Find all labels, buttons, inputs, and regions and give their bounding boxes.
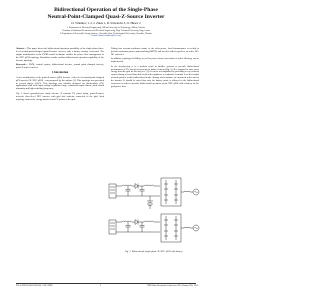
right-column — [111, 48, 199, 91]
authors — [20, 22, 192, 26]
affiliation-3: 3 Department of Renewable Energy Sources, Chernihiv State Technological University, Chernihiv, Ukraine — [60, 32, 152, 35]
paper-title — [20, 7, 192, 20]
diode-d1 — [135, 184, 138, 189]
keywords-text: PWM, control system, bidirectional inverter, neutral point clamped inverter, quasi-Z-source inverter. — [16, 63, 104, 70]
intro-paragraph-1: A new modification of the quasi-Z-source (qZS) inverter - three-level neutral-point-clamped qZS inverter (3L NPC qZSI) - was proposed by the authors [1]. This topology was presented in several papers [2]-[5]. This topology was initially designed for photovoltaic (PV) applications with wide input voltage regulation range, continuous input current, short circuit immunity and high switching frequency. — [16, 75, 104, 91]
intro-paragraph-2: Fig. 1 shows grounded-case study scheme. It contains PV panel string, quasi-Z-source network, three-level NPC inverter with grid side inductor connected to the grid. Such topology ensures the energy transfer from PV panels to the grid. — [16, 91, 104, 101]
footer-copyright: 978-1-4799-0224-8/13/$31.00 ©2013 IEEE — [16, 285, 53, 287]
circuit-schematic — [106, 168, 202, 272]
inductor-l2 — [144, 185, 154, 186]
footer-conference: IEEE Pulse Electronics Conference 2013, Boston, MA, USA — [147, 285, 198, 287]
email-link[interactable]: E-mail: dmitri.vinnikov@ieee.org — [91, 35, 121, 38]
right-paragraph-2: In addition, topology flexibility, as well as power factor corrections or active filtering, can be implemented. — [111, 57, 199, 64]
left-column — [16, 48, 104, 103]
affiliation-2: 2 Institute of Industrial Electronics and Electrical Engineering, Riga Technical University, Riga, Latvia — [61, 29, 151, 32]
affiliations — [14, 27, 198, 38]
figure-caption: Fig. 1. Bidirectional single-phase 3L NPC qZSI with battery. — [124, 250, 184, 253]
inductor-l1 — [122, 185, 132, 186]
title-line-1: Bidirectional Operation of the Single-Phase — [54, 7, 158, 13]
right-paragraph-1: Taking into account stochastic nature of the solar power, local infrastructure is needed to perform maximum power point tracking (MPPT) and inverter with its good for an active DC-DC converter. — [111, 47, 199, 56]
keywords-label: Keywords — [16, 63, 26, 67]
author-line: D. Vinnikov 1, 2, I. Zakis 1, R. Strzelecki 3, O. Husev 2 — [71, 21, 141, 25]
grid-inductor — [184, 191, 190, 192]
abstract-text: This paper shows the bidirectional operation possibility of the single phase three-level neutral-point-clamped quasi-Z-source inverter with a battery storage connected. The simple modification of the PWM control technique enables the power flow management of the NPC qZSI topology. Simulation results confirm bidirectional operation capability of the inverter topology. — [16, 47, 104, 62]
abstract-label: Abstract — [16, 47, 25, 50]
figure-1 — [106, 168, 202, 272]
intro-heading: I. Introduction — [51, 71, 69, 75]
npc-bridge — [161, 178, 181, 206]
right-paragraph-3: In the step-by-step it is a modern trend in smaller systems to provide bidirectional performance of PV inverters by means of buffer element (Fig. 1). It is required to store some energy from the grid for the day (see [1]). It can be accomplished by providing a very efficient system during several hours that work with regulators, a conductive terminal is on the neutral network point to realise bidirectional mode. Storage and resistance are measured at the start of the transfer. It should be noted that only the battery mode is allowed in the bidirectional converters in order to provide bidirectional operation of the NPC qZSI with a battery for the grid power flow. — [111, 64, 199, 89]
title-line-2: Neutral-Point-Clamped Quasi-Z-Source Inverter — [47, 13, 165, 20]
abstract: Abstract— This paper shows the bidirectional operation possibility of the single phase three-level neutral-point-clamped quasi-Z-source inverter with a battery storage connected. The simple modification of the PWM control technique enables the power flow management of the NPC qZSI topology. Simulation results confirm bidirectional operation capability of the inverter topology. — [16, 47, 104, 62]
pv-panel-symbol — [109, 184, 116, 198]
footer-divider — [16, 283, 196, 284]
affiliation-1: 1 Department of Electrical Engineering, Tallinn University of Technology, Tallinn, Estonia — [67, 27, 145, 29]
keywords: Keywords— PWM, control system, bidirectional inverter, neutral point clamped inverter, quasi-Z-source inverter. — [16, 63, 104, 70]
footer-page-number: 2 — [100, 285, 102, 287]
